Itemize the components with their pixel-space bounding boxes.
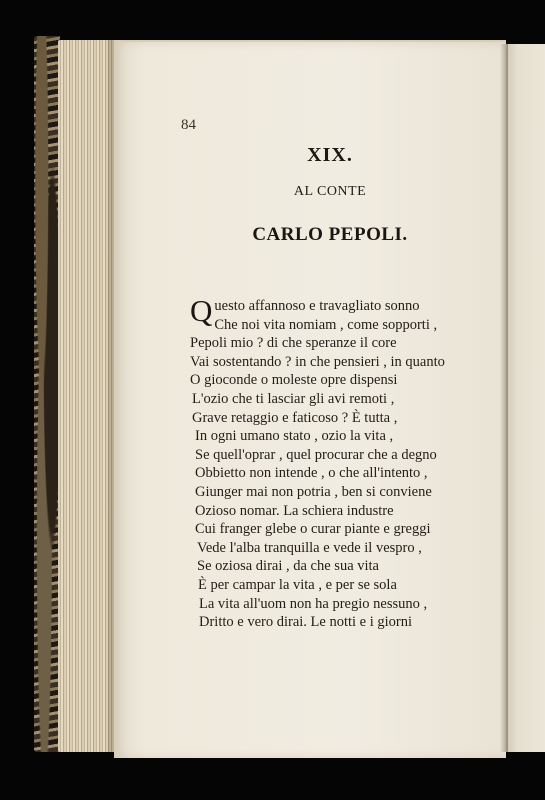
marbled-cover — [34, 36, 60, 752]
poem-body — [190, 293, 490, 632]
poem-line: Pepoli mio ? di che speranze il core — [190, 335, 397, 352]
poem-line: Se quell'oprar , quel procurar che a degno — [195, 446, 437, 463]
poem-line: Grave retaggio e faticoso ? È tutta , — [192, 409, 398, 426]
facing-page — [504, 44, 545, 752]
poem-line: Che noi vita nomiam , come sopporti , — [214, 316, 438, 333]
poem-line: Cui franger glebe o curar piante e greggi — [195, 521, 431, 538]
recipient-name: CARLO PEPOLI. — [252, 224, 408, 245]
poem-line: Ozioso nomar. La schiera industre — [195, 502, 394, 519]
poem-line: Giunger mai non potria , ben si conviene — [195, 483, 432, 500]
drop-cap: Q — [190, 293, 213, 328]
poem-line: È per campar la vita , e per se sola — [198, 576, 397, 593]
poem-line: La vita all'uom non ha pregio nessuno , — [199, 595, 428, 612]
poem-line: Obbietto non intende , o che all'intento , — [195, 465, 428, 482]
poem-line: Dritto e vero dirai. Le notti e i giorni — [199, 614, 413, 631]
opening-lines — [190, 293, 490, 334]
dedication-line: AL CONTE — [293, 184, 367, 199]
poem-line: Vede l'alba tranquilla e vede il vespro , — [197, 539, 422, 556]
poem-line: L'ozio che ti lasciar gli avi remoti , — [192, 390, 395, 407]
poem-line: O gioconde o moleste opre dispensi — [190, 372, 398, 389]
poem-line: Vai sostentando ? in che pensieri , in quanto — [190, 353, 445, 370]
poem-line: uesto affannoso e travagliato sonno — [214, 298, 420, 314]
poem-number: XIX. — [307, 144, 353, 166]
page-gutter — [500, 44, 508, 752]
page-number: 84 — [181, 117, 196, 133]
poem-line: In ogni umano stato , ozio la vita , — [195, 428, 394, 445]
poem-line: Se oziosa dirai , da che sua vita — [197, 558, 379, 575]
